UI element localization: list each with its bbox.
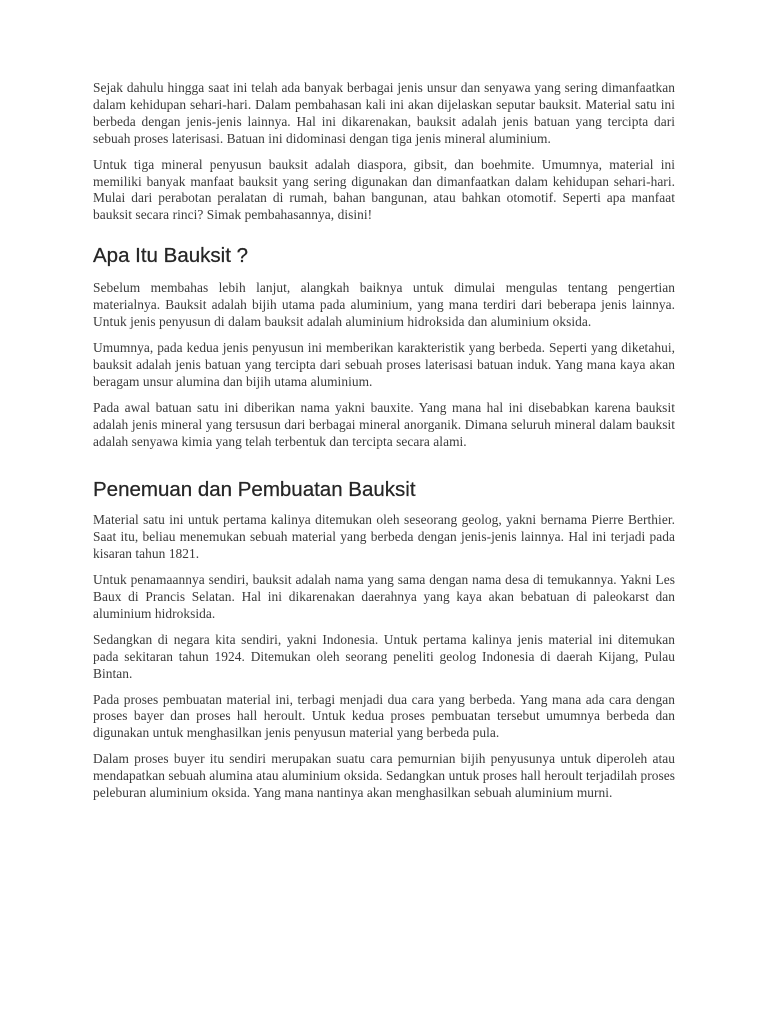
section1-paragraph-1: Sebelum membahas lebih lanjut, alangkah baiknya untuk dimulai mengulas tentang pengertian materialnya. Bauksit adalah bijih utama pada aluminium, yang mana terdiri dari beberapa jenis lainnya. Untuk jenis penyusun di dalam bauksit adalah aluminium hidroksida dan aluminium oksida. <box>93 280 675 330</box>
section2-paragraph-4: Pada proses pembuatan material ini, terbagi menjadi dua cara yang berbeda. Yang mana ada cara dengan proses bayer dan proses hall heroult. Untuk kedua proses pembuatan tersebut umumnya berbeda dan digunakan untuk menghasilkan jenis penyusun material yang berbeda pula. <box>93 691 675 741</box>
intro-paragraph-1: Sejak dahulu hingga saat ini telah ada banyak berbagai jenis unsur dan senyawa yang sering dimanfaatkan dalam kehidupan sehari-hari. Dalam pembahasan kali ini akan dijelaskan seputar bauksit. Material satu ini berbeda dengan jenis-jenis lainnya. Hal ini dikarenakan, bauksit adalah jenis batuan yang tercipta dari sebuah proses laterisasi. Batuan ini didominasi dengan tiga jenis mineral aluminium. <box>93 80 675 146</box>
section-heading-apa-itu-bauksit: Apa Itu Bauksit ? <box>93 244 248 268</box>
document-page <box>93 80 675 811</box>
section2-paragraph-1: Material satu ini untuk pertama kalinya ditemukan oleh seseorang geolog, yakni bernama Pierre Berthier. Saat itu, beliau menemukan sebuah material yang berbeda dengan jenis-jenis lainnya. Hal ini terjadi pada kisaran tahun 1821. <box>93 512 675 562</box>
section1-paragraph-3: Pada awal batuan satu ini diberikan nama yakni bauxite. Yang mana hal ini disebabkan karena bauksit adalah jenis mineral yang tersusun dari berbagai mineral anorganik. Dimana seluruh mineral dalam bauksit adalah senyawa kimia yang telah terbentuk dan tercipta secara alami. <box>93 399 675 449</box>
section-heading-penemuan-dan-pembuatan: Penemuan dan Pembuatan Bauksit <box>93 478 416 502</box>
section1-paragraph-2: Umumnya, pada kedua jenis penyusun ini memberikan karakteristik yang berbeda. Seperti yang diketahui, bauksit adalah jenis batuan yang tercipta dari sebuah proses laterisasi batuan induk. Yang mana kaya akan beragam unsur alumina dan bijih utama aluminium. <box>93 339 675 389</box>
intro-paragraph-2: Untuk tiga mineral penyusun bauksit adalah diaspora, gibsit, dan boehmite. Umumnya, material ini memiliki banyak manfaat bauksit yang sering digunakan dan dimanfaatkan dalam kehidupan sehari-hari. Mulai dari perabotan peralatan di rumah, bahan bangunan, atau bahkan otomotif. Seperti apa manfaat bauksit secara rinci? Simak pembahasannya, disini! <box>93 156 675 223</box>
section2-paragraph-2: Untuk penamaannya sendiri, bauksit adalah nama yang sama dengan nama desa di temukannya. Yakni Les Baux di Prancis Selatan. Hal ini dikarenakan daerahnya yang kaya akan bebatuan di paleokarst dan aluminium hidroksida. <box>93 572 675 621</box>
section2-paragraph-5: Dalam proses buyer itu sendiri merupakan suatu cara pemurnian bijih penyusunya untuk diperoleh atau mendapatkan sebuah alumina atau aluminium oksida. Sedangkan untuk proses hall heroult terjadilah proses peleburan aluminium oksida. Yang mana nantinya akan menghasilkan sebuah aluminium murni. <box>93 751 675 801</box>
section2-paragraph-3: Sedangkan di negara kita sendiri, yakni Indonesia. Untuk pertama kalinya jenis material ini ditemukan pada sekitaran tahun 1924. Ditemukan oleh seorang peneliti geolog Indonesia di daerah Kijang, Pulau Bintan. <box>93 631 675 681</box>
